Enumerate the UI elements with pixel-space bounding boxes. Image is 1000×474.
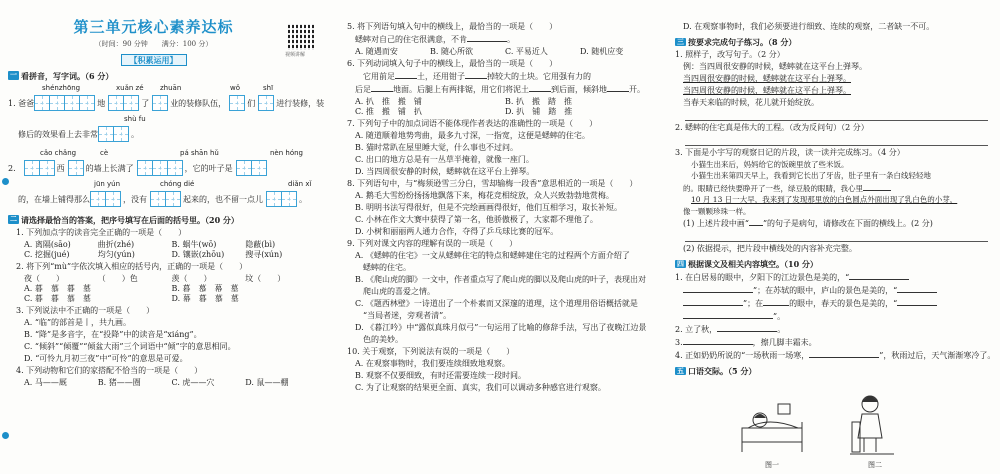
- option[interactable]: D. 当四周很安静的时候，蟋蟀就在这平台上弹琴。: [355, 167, 535, 176]
- option[interactable]: B. 明明书法写得很好，但是不完绘画画得很好，他们互相学习，取长补短。: [355, 203, 622, 212]
- option[interactable]: C. 出口的地方总是有一丛草半掩着，就像一座门。: [355, 155, 534, 164]
- option-text: 爬山虎的喜爱之情。: [363, 287, 435, 296]
- answer-blank[interactable]: [763, 298, 789, 306]
- question-text: 2. 立了秋，: [675, 324, 718, 334]
- pinyin: xuǎn zé: [116, 83, 144, 92]
- question-1: 1. 下列加点字的读音完全正确的一项是（ ）: [16, 227, 187, 237]
- options-row: [347, 97, 655, 107]
- answer-blank[interactable]: [809, 350, 879, 358]
- question-9: 9. 下列对课文内容的理解有误的一项是（ ）: [347, 239, 518, 248]
- answer-blank[interactable]: [683, 311, 773, 319]
- option[interactable]: A. 马——厩: [24, 377, 67, 387]
- question-4: 4. 下列动物和它们的家搭配不恰当的一项是（ ）: [16, 365, 203, 375]
- binding-hole-icon: [2, 178, 9, 185]
- passage-line: 小猫生出来第四天早上，我看到它长出了牙齿，肚子里有一条白线轻轻地: [691, 171, 931, 181]
- qr-label: 视频讲解: [285, 52, 306, 58]
- pinyin: zhuān: [160, 83, 182, 92]
- question-2: 2. 将下列“mù”字依次填入相应的括号内，正确的一项是（ ）: [16, 261, 248, 271]
- option-text: “当局者迷，旁观者清”。: [363, 311, 452, 320]
- section-title: 按要求完成句子练习。（8 分）: [688, 37, 797, 47]
- question-text: 它用前足: [363, 72, 395, 81]
- figure-caption: 图一: [765, 461, 779, 469]
- passage-line: 小猫生出来后，妈妈给它的饭碗里放了些米饭。: [691, 160, 849, 169]
- option[interactable]: B. 猫时常趴在屋里睡大觉，什么事也不过问。: [355, 143, 518, 152]
- blank-item: 夜（ ）: [24, 273, 64, 283]
- answer-line[interactable]: [685, 135, 988, 146]
- section-number: 四: [677, 258, 684, 268]
- passage-line: 10 月 13 日一大早，我来到了发现那里放的白色圆点外面出现了乳白色的小芽，: [691, 195, 958, 205]
- writing-boxes[interactable]: [152, 95, 167, 114]
- option[interactable]: A. “临”的部首是丨，共九画。: [24, 317, 132, 327]
- blanks-row: [8, 274, 319, 284]
- section-number: 一: [10, 70, 17, 80]
- answer-blank[interactable]: [395, 71, 417, 79]
- question-text: 了: [141, 99, 150, 108]
- answer-blank[interactable]: [897, 285, 937, 293]
- question-text: 4. 正如奶奶所说的“一场秋雨一场寒，: [675, 350, 810, 360]
- question-text: 土，还用钳子: [417, 72, 465, 81]
- example-sentence: 当四周很安静的时候，蟋蟀就在这平台上弹琴。: [683, 86, 851, 95]
- blank-item: 坟（ ）: [245, 273, 286, 283]
- writing-boxes[interactable]: [108, 95, 138, 114]
- option[interactable]: D. 鼠——棚: [245, 377, 289, 387]
- option[interactable]: C. 推 搬 铺 扒: [355, 107, 422, 116]
- writing-boxes[interactable]: [137, 160, 182, 179]
- figure-caption: 图二: [868, 461, 882, 469]
- question-text: (1) 上述片段中画“: [683, 218, 749, 228]
- answer-blank[interactable]: [683, 285, 753, 293]
- question-text: ”，秋雨过后，天气渐渐寒冷了。: [879, 350, 996, 360]
- question-text: 1. 爸爸: [8, 99, 35, 108]
- options-row: [8, 294, 319, 304]
- writing-boxes[interactable]: [34, 95, 94, 114]
- section-title: 根据课文及相关内容填空。（10 分）: [688, 258, 818, 269]
- section-title: 请选择最恰当的答案，把序号填写在后面的括号里。（20 分）: [21, 214, 239, 225]
- section-2-heading: [8, 215, 319, 225]
- answer-blank[interactable]: [849, 272, 909, 280]
- writing-row: [8, 126, 319, 145]
- question-6: 6. 下列动词填入句子中的横线上，最恰当的一项是（ ）: [347, 59, 558, 68]
- question-text: ，擦几脚丰霜未。: [752, 337, 817, 347]
- passage-line: 像一颗颗珍珠一样。: [683, 206, 751, 216]
- question-text: 修后的效果看上去非常: [18, 130, 98, 139]
- pinyin: pá shān hǔ: [180, 148, 219, 157]
- answer-blank[interactable]: [607, 84, 629, 92]
- pinyin: cǎo chǎng: [40, 148, 77, 157]
- pinyin-row: [8, 84, 319, 94]
- section-number: 五: [677, 365, 684, 375]
- question-text: 。: [299, 195, 307, 204]
- exam-info: （时间：90 分钟 满分：100 分）: [94, 39, 213, 48]
- question-text: 的眼中，春天的景色是美的，“: [789, 298, 898, 308]
- section-number: 二: [10, 214, 17, 224]
- example-sentence: 例：当四周很安静的时候，蟋蟀就在这平台上弹琴。: [683, 62, 867, 71]
- option[interactable]: D. 镶嵌(zhōu): [171, 249, 225, 259]
- option-text: 搜寻(xún): [245, 249, 283, 259]
- section-title: 看拼音，写字词。（6 分）: [21, 70, 114, 81]
- writing-row: [8, 95, 325, 114]
- question-text: 们: [247, 99, 256, 108]
- option[interactable]: C. 虎——穴: [171, 377, 215, 387]
- option[interactable]: A. 鹅毛大雪纷纷扬扬地飘落下来，梅花竞相绽放，众人兴致勃勃地赏梅。: [355, 191, 614, 200]
- question-text: 到后面，倾斜地: [551, 85, 607, 94]
- option[interactable]: A. 随遇而安: [355, 47, 398, 56]
- section-3-heading: [675, 37, 988, 47]
- writing-boxes[interactable]: [68, 160, 83, 179]
- option[interactable]: C. 挖掘(jué): [24, 249, 70, 259]
- option[interactable]: B. 猪——圈: [97, 377, 141, 387]
- options-row: [8, 240, 319, 250]
- question-text: ”；在苏轼的眼中，庐山的景色是美的，“: [753, 285, 898, 295]
- option[interactable]: B. 随心所欲: [430, 47, 473, 56]
- writing-boxes[interactable]: [229, 95, 244, 114]
- writing-boxes[interactable]: [98, 126, 128, 145]
- question-text: 的墙上长满了: [85, 164, 134, 173]
- option[interactable]: A. 《蟋蟀的住宅》一文从蟋蟀住宅的特点和蟋蟀建住宅的过程两个方面介绍了: [355, 251, 630, 260]
- question-7: 7. 下列句子中的加点词语不能体现作者表达的准确性的一项是（ ）: [347, 119, 598, 128]
- question-text: 西: [56, 164, 65, 173]
- pinyin: cè: [100, 148, 109, 157]
- question-1: 1. 照样子，改写句子。（2 分）: [675, 50, 785, 59]
- pinyin: nèn hóng: [270, 148, 304, 157]
- writing-boxes[interactable]: [266, 191, 296, 210]
- question-text: ”的句子是病句，请修改在下面的横线上。(2 分): [762, 218, 933, 228]
- option[interactable]: A. 离隔(sāo): [24, 239, 71, 249]
- writing-boxes[interactable]: [258, 95, 273, 114]
- question-5: 5. 将下列语句填入句中的横线上，最恰当的一项是（ ）: [347, 22, 558, 31]
- page-title: 第三单元核心素养达标: [73, 18, 234, 36]
- pinyin: diǎn xǐ: [288, 179, 312, 188]
- example-sentence: 当春天来临的时候，花儿就开始绽放。: [683, 98, 819, 107]
- pinyin-row: [8, 180, 319, 190]
- section-5-heading: [675, 366, 988, 376]
- question-text: 2.: [8, 164, 16, 173]
- column-left: [0, 0, 333, 474]
- option[interactable]: A. 在观察事物时，我们要连续细致地观察。: [355, 359, 510, 368]
- question-text: 地面。后腿上有两排锯，用它们将泥土: [393, 85, 529, 94]
- answer-blank: [749, 218, 763, 226]
- option[interactable]: A. 随道顺着地势弯曲，最多九寸深，一指宽，这便是蟋蟀的住宅。: [355, 131, 590, 140]
- answer-blank[interactable]: [529, 84, 551, 92]
- answer-blank[interactable]: [465, 71, 487, 79]
- writing-boxes[interactable]: [24, 160, 54, 179]
- pinyin-row: [8, 149, 319, 159]
- option[interactable]: B. 《爬山虎的脚》一文中，作者重点写了爬山虎的脚以及爬山虎的叶子，表现出对: [355, 275, 646, 284]
- pinyin: shénzhōng: [42, 83, 81, 92]
- question-text: 蟋蟀对自己的住宅很满意，不肯: [355, 35, 467, 44]
- question-text: 掉较大的土块。它用强有力的: [487, 72, 591, 81]
- question-text: 1. 在白居易的眼中，夕阳下的江边景色是美的，“: [675, 272, 850, 282]
- option[interactable]: C. 为了让观察的结果更全面、真实，我们可以调动多种感官进行观察。: [355, 383, 606, 392]
- option[interactable]: C. 《题西林壁》一诗道出了一个朴素而又深邃的道理，这个道理用俗语概括就是: [355, 299, 638, 308]
- option-text: 曲折(zhé): [97, 239, 135, 249]
- answer-line[interactable]: [685, 110, 988, 121]
- section-1-heading: [8, 71, 319, 81]
- question-3: 3. 下面是小宇写的观察日记的片段，读一读并完成练习。（4 分）: [675, 148, 905, 157]
- question-10: 10. 关于观察，下列说法有误的一项是（ ）: [347, 347, 515, 356]
- binding-hole-icon: [2, 432, 9, 439]
- writing-row: [8, 160, 319, 179]
- qr-code-icon[interactable]: [288, 24, 314, 50]
- answer-blank[interactable]: [683, 298, 743, 306]
- section-4-heading: [675, 259, 988, 269]
- pinyin: shù fu: [124, 114, 146, 123]
- options-row: [8, 378, 319, 388]
- answer-line[interactable]: [685, 231, 988, 242]
- blank-item: （ ）色: [97, 273, 138, 283]
- question-2: 2. 蟋蟀的住宅真是伟大的工程。（改为反问句）（2 分）: [675, 123, 869, 132]
- question-text: 后足: [355, 85, 371, 94]
- passage-line: 的。眼睛已经快要睁开了一些，绿豆般的眼睛，我心里: [683, 183, 863, 193]
- pinyin: wǒ: [230, 83, 241, 92]
- option-text: 均匀(yún): [97, 249, 135, 259]
- option[interactable]: D. 小树和丽丽两人通力合作，夺得了乒乓球比赛的冠军。: [355, 227, 559, 236]
- question-8: 8. 下列语句中，与“梅须逊雪三分白，雪却输梅一段香”意思相近的一项是（ ）: [347, 179, 638, 188]
- pinyin: jūn yún: [94, 179, 121, 188]
- option[interactable]: C. 小林在作文大赛中获得了第一名，他骄傲极了，大家都不理他了。: [355, 215, 598, 224]
- option[interactable]: D. 幕 暮 慕 墓: [171, 293, 239, 303]
- option[interactable]: C. 暮 暮 慕 墓: [24, 293, 91, 303]
- example-sentence: 当四周很安静的时候，蟋蟀就在这平台上弹琴。: [683, 74, 851, 83]
- question-text: 。: [131, 130, 139, 139]
- option[interactable]: A. 暮 慕 暮 墓: [24, 283, 91, 293]
- option[interactable]: D. 在观察事物时，我们必须要进行细致、连续的观察，二者缺一不可。: [683, 22, 935, 31]
- answer-blank[interactable]: [467, 34, 507, 42]
- option[interactable]: D. “可怜九月初三夜”中“可怜”的意思是可爱。: [24, 353, 188, 363]
- question-text: 地: [97, 99, 106, 108]
- section-band: 【积累运用】: [121, 54, 187, 66]
- options-row: [8, 284, 319, 294]
- option[interactable]: B. “降”是多音字，在“投降”中的读音是“xiáng”。: [24, 329, 202, 339]
- answer-blank[interactable]: [717, 324, 777, 332]
- option[interactable]: B. 暮 慕 幕 墓: [171, 283, 239, 293]
- option[interactable]: D. 《暮江吟》中“露似真珠月似弓”一句运用了比喻的修辞手法，写出了夜晚江边景: [355, 323, 647, 332]
- question-text: ，它的叶子是: [184, 164, 233, 173]
- question-text: 3.: [675, 337, 683, 347]
- question-text: ，没有: [123, 195, 147, 204]
- option[interactable]: C. 平易近人: [505, 47, 548, 56]
- options-row: [347, 47, 655, 57]
- question-text: ”。: [773, 311, 786, 321]
- section-number: 三: [677, 36, 684, 46]
- pinyin: shī: [263, 83, 274, 92]
- question-text: 业的装修队伍，: [170, 99, 227, 108]
- answer-blank[interactable]: [371, 84, 393, 92]
- options-row: [8, 250, 319, 260]
- column-right: D. 在观察事物时，我们必须要进行细致、连续的观察，二者缺一不可。 三 按要求完成句子练习。（8 分） 1. 照样子，改写句子。（2 分） 例：当四周很安静的时候，蟋蟀就在这平台上弹琴。 当四周很安静的时候，蟋蟀就在这平台上弹琴。 当四周很安静的时候，蟋蟀就在这平台上弹琴。 当春天来临的时候，花儿就开始绽放。 2. 蟋蟀的住宅真是伟大的工程。（改为反问句）（2 分） 3. 下面是小宇写的观察日记的片段，读一读并完成练习。（4 分） 小猫生出来后，妈妈给它的饭碗里放了些米饭。 小猫生出来第四天早上，我看到它长出了牙齿，肚子里有一条白线轻轻地 的。眼睛已经快要睁开了一些，绿豆般的眼睛，我心里 10 月 13 日一大早，我来到了发现那里放的白色圆点外面出现了乳白色的小芽， 像一颗颗珍珠一样。 (1) 上述片段中画“ ”的句子是病句，请修改在下面的横线上。(2 分) (2) 依据提示，把片段中横线处的内容补充完整。 四 根据课文及相关内容填空。（10 分） 1. 在白居易的眼中，夕阳下的江边景色是美的，“ ”；在苏轼的眼中，庐山的景色是美的，“ ”；在 的眼中，春天的景色是美的，“ ”。 2. 立了秋， 。 3. ，擦几脚丰霜未。 4. 正如奶奶所说的“一场秋雨一场寒， ”，秋雨过后，天气渐渐寒冷了。 五 口语交际。（5 分）: [675, 22, 996, 376]
- option[interactable]: D. 随机应变: [580, 47, 624, 56]
- blank-item: 羡（ ）: [171, 273, 212, 283]
- answer-blank[interactable]: [683, 337, 753, 345]
- question-text: 的，在墙上铺得那么: [18, 195, 90, 204]
- option[interactable]: B. 观察不仅要细致，有时还需要连续一段时间。: [355, 371, 526, 380]
- writing-boxes[interactable]: [150, 191, 180, 210]
- option-text: 色的美妙。: [363, 335, 403, 344]
- question-3: 3. 下列说法中不正确的一项是（ ）: [16, 305, 155, 315]
- sick-child-illustration-icon: [738, 398, 810, 456]
- question-text: (2) 依据提示，把片段中横线处的内容补充完整。: [683, 243, 857, 253]
- option[interactable]: B. 蜗牛(wō): [171, 239, 217, 249]
- option-text: 隐蔽(bì): [245, 239, 276, 249]
- girl-illustration-icon: [848, 392, 898, 458]
- option[interactable]: D. 扒 铺 踏 推: [505, 107, 573, 116]
- question-text: ”；在: [743, 298, 764, 308]
- answer-blank[interactable]: [897, 298, 937, 306]
- writing-boxes[interactable]: [236, 160, 266, 179]
- pinyin: chóng dié: [160, 179, 195, 188]
- answer-blank[interactable]: [863, 183, 891, 191]
- option[interactable]: C. “倾斜”“倾覆”“倾盆大雨”三个词语中“倾”字的意思相同。: [24, 341, 236, 351]
- options-row: [347, 107, 655, 117]
- question-text: 起来的，也不留一点儿: [183, 195, 263, 204]
- option[interactable]: B. 扒 搬 踏 推: [505, 97, 572, 106]
- section-title: 口语交际。（5 分）: [688, 365, 757, 376]
- option[interactable]: A. 扒 推 搬 铺: [355, 97, 422, 106]
- question-text: 开。: [629, 85, 645, 94]
- option-text: 蟋蟀的住宅。: [363, 263, 411, 272]
- writing-boxes[interactable]: [90, 191, 120, 210]
- writing-row: [8, 191, 319, 210]
- pinyin-row: [8, 115, 319, 125]
- question-text: 进行装修，装: [276, 99, 325, 108]
- column-middle: 5. 将下列语句填入句中的横线上，最恰当的一项是（ ） 蟋蟀对自己的住宅很满意，不肯 。 A. 随遇而安 B. 随心所欲 C. 平易近人 D. 随机应变 6. 下列动词填入句子中的横线上，最恰当的一项是（ ） 它用前足 土，还用钳子 掉较大的土块。它用强有力的 后足 地面。后腿上有两排锯，用它们将泥土 到后面，倾斜地 开。 A. 扒 推 搬 铺 B. 扒 搬 踏 推 C. 推 搬 铺 扒 D. 扒 铺 踏 推 7. 下列句子中的加点词语不能体现作者表达的准确性的一项是（ ） A. 随道顺着地势弯曲，最多九寸深，一指宽，这便是蟋蟀的住宅。 B. 猫时常趴在屋里睡大觉，什么事也不过问。 C. 出口的地方总是有一丛草半掩着，就像一座门。 D. 当四周很安静的时候，蟋蟀就在这平台上弹琴。 8. 下列语句中，与“梅须逊雪三分白，雪却输梅一段香”意思相近的一项是（ ） A. 鹅毛大雪纷纷扬扬地飘落下来，梅花竞相绽放，众人兴致勃勃地赏梅。 B. 明明书法写得很好，但是不完绘画画得很好，他们互相学习，取长补短。 C. 小林在作文大赛中获得了第一名，他骄傲极了，大家都不理他了。 D. 小树和丽丽两人通力合作，夺得了乒乓球比赛的冠军。 9. 下列对课文内容的理解有误的一项是（ ） A. 《蟋蟀的住宅》一文从蟋蟀住宅的特点和蟋蟀建住宅的过程两个方面介绍了 蟋蟀的住宅。 B. 《爬山虎的脚》一文中，作者重点写了爬山虎的脚以及爬山虎的叶子，表现出对 爬山虎的喜爱之情。 C. 《题西林壁》一诗道出了一个朴素而又深邃的道理，这个道理用俗语概括就是 “当局者迷，旁观者清”。 D. 《暮江吟》中“露似真珠月似弓”一句运用了比喻的修辞手法，写出了夜晚江边景 色的美妙。 10. 关于观察，下列说法有误的一项是（ ） A. 在观察事物时，我们要连续细致地观察。 B. 观察不仅要细致，有时还需要连续一段时间。 C. 为了让观察的结果更全面、真实，我们可以调动多种感官进行观察。: [333, 0, 667, 474]
